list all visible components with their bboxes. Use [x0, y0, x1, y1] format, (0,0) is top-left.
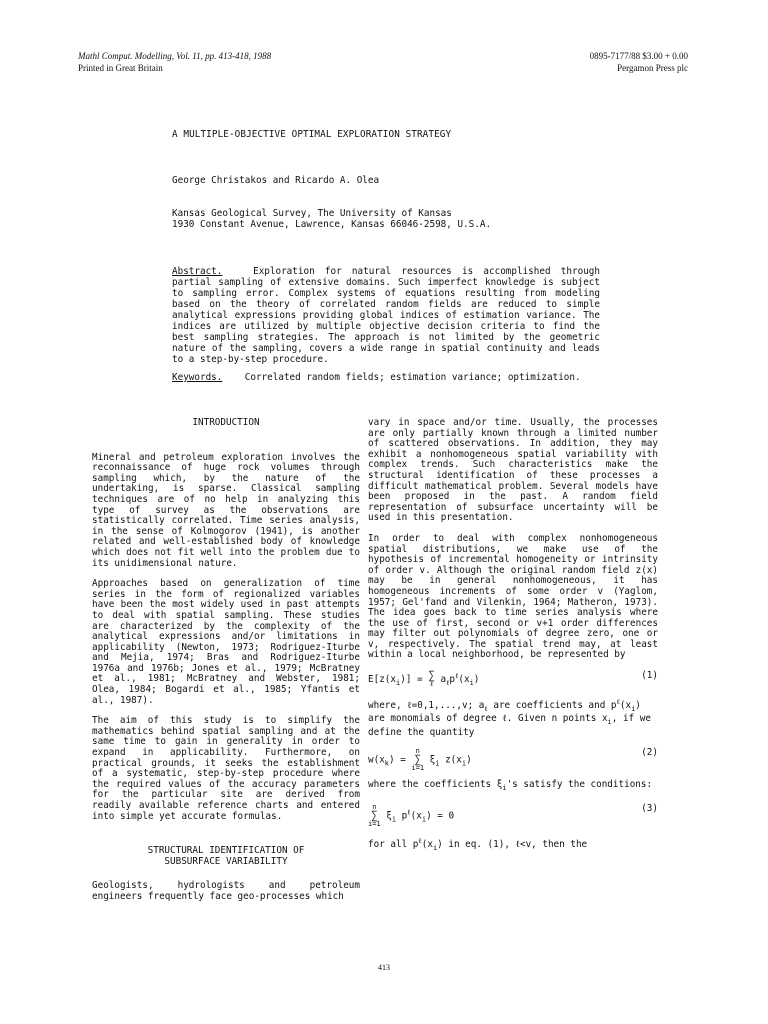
- equation-number: (3): [641, 802, 658, 814]
- abstract-text: Exploration for natural resources is accomplished through partial sampling of extensive domains. Such imperfect knowledge is subject to sampling error. Complex systems of equations resulting from modeling based on the theory of correlated random fields are reduced to simple analytical expressions providing global indices of estimation variance. The indices are utilized by multiple objective decision criteria to find the best sampling strategies. The approach is not limited by the geometric nature of the sampling, covers a wide range in spatial continuity and leads to a step-by-step procedure.: [172, 266, 600, 365]
- affiliation-line-2: 1930 Constant Avenue, Lawrence, Kansas 66046-2598, U.S.A.: [172, 219, 492, 230]
- equation-number: (1): [641, 670, 658, 682]
- text-run: are coefficients and p: [487, 699, 617, 711]
- paragraph: In order to deal with complex nonhomogeneous spatial distributions, we make use of the hypothesis of incremental homogeneity or intrinsity of order v. Although the original random field z(x) may be in general nonhomogeneous, it has homogeneous increments of some order v (Yaglom, 1957; Gel'fand and Vilenkin, 1964; Matheron, 1973). The idea goes back to time series analysis where the use of first, second or v+1 order differences may filter out polynomials of degree zero, one or v, respectively. The spatial trend may, at least within a local neighborhood, be represented by: [368, 532, 658, 661]
- abstract-label: Abstract.: [172, 266, 223, 277]
- paragraph: The aim of this study is to simplify the mathematics behind spatial sampling and at the same time to gain in generality in order to expand in applicability. Furthermore, on practical grounds, it seeks the establishment of a systematic, step-by-step procedure where the required values of the accuracy parameters for the particular site are derived from readily available reference charts and entered into simple yet accurate formulas.: [92, 715, 360, 822]
- paragraph: Geologists, hydrologists and petroleum engineers frequently face geo-processes which: [92, 880, 360, 902]
- publisher-header: [590, 50, 688, 74]
- text-run: for all p: [368, 838, 419, 850]
- text-run: ) are monomials of degree ℓ. Given n points x: [368, 699, 641, 725]
- equation-3: n ∑ i=1 $\xi_i$ $p^\ell(x_i) = 0$ (3): [368, 802, 658, 828]
- paragraph: Approaches based on generalization of time series in the form of regionalized variables have been the most widely used in past attempts to deal with spatial sampling. These studies are characterized by the complexity of the analytical expressions and/or limitations in applicability (Newton, 1973; Rodriguez-Iturbe and Mejia, 1974; Bras and Rodriguez-Iturbe 1976a and 1976b; Jones et al., 1979; McBratney et al., 1981; McBratney and Webster, 1981; Olea, 1984; Bogardi et al., 1985; Yfantis et al., 1987).: [92, 578, 360, 706]
- section-heading-structural: [92, 846, 360, 867]
- text-run: , if we define the quantity: [368, 713, 651, 738]
- text-run: (x: [619, 699, 632, 711]
- paragraph: where, ℓ=0,1,...,v; $a_\ell$ are coefficients and $p^\ell(x_i)$ are monomials of degree ℓ. Given n points $x_i$, if we define the quantity: [368, 697, 651, 738]
- paragraph: for all $p^\ell(x_i)$ in eq. (1), ℓ<v, then the: [368, 836, 588, 852]
- article-authors: George Christakos and Ricardo A. Olea: [172, 175, 380, 186]
- text-run: where the coefficients ξ: [368, 779, 503, 791]
- paragraph: vary in space and/or time. Usually, the processes are only partially known through a limited number of scattered observations. In addition, they may exhibit a nonhomogeneous spatial variability with complex trends. Such characteristics make the structural identification of these processes a difficult mathematical problem. Several models have been proposed in the past. A random field representation of subsurface uncertainty will be used in this presentation.: [368, 417, 658, 524]
- equation-number: (2): [641, 747, 658, 759]
- printed-in: Printed in Great Britain: [78, 63, 163, 73]
- keywords: [172, 372, 600, 383]
- publisher-name: Pergamon Press plc: [617, 63, 688, 73]
- right-column: [368, 418, 658, 863]
- affiliation-line-1: Kansas Geological Survey, The University of Kansas: [172, 208, 452, 219]
- left-column: [92, 418, 360, 913]
- equation-1: $E[z(x_i)]$ = ∑ ℓ $a_\ell p^\ell(x_i)$ (1): [368, 669, 658, 689]
- paragraph: Mineral and petroleum exploration involves the reconnaissance of huge rock volumes through sampling which, by the nature of the undertaking, is sparse. Classical sampling techniques are of no help in analyzing this type of survey as the observations are statistically correlated. Time series analysis, in the sense of Kolmogorov (1941), is another related and well-established body of knowledge which does not fit well into the problem due to its unidimensional nature.: [92, 451, 360, 569]
- journal-header: [78, 50, 271, 74]
- affiliation: [172, 208, 491, 230]
- section-heading-line-1: STRUCTURAL IDENTIFICATION OF: [147, 845, 305, 857]
- page-number: 413: [378, 963, 390, 972]
- section-heading-line-2: SUBSURFACE VARIABILITY: [164, 855, 288, 867]
- equation-2: $w(x_k) = n$ ∑ i=1 $\xi_i$ $z(x_i)$ (2): [368, 747, 658, 773]
- text-run: ) in eq. (1), ℓ<v, then the: [437, 838, 588, 850]
- text-run: 's satisfy the conditions:: [506, 779, 653, 791]
- text-run: where, ℓ=0,1,...,v; a: [368, 699, 485, 711]
- keywords-text: Correlated random fields; estimation variance; optimization.: [244, 372, 581, 383]
- section-heading-introduction: INTRODUCTION: [192, 417, 260, 428]
- price-code: 0895-7177/88 $3.00 + 0.00: [589, 51, 688, 61]
- article-title: A MULTIPLE-OBJECTIVE OPTIMAL EXPLORATION STRATEGY: [172, 129, 452, 140]
- journal-citation: Mathl Comput. Modelling, Vol. 11, pp. 413-418, 1988: [78, 51, 272, 61]
- eq1-rest: )] =: [400, 674, 429, 686]
- abstract: [172, 266, 600, 365]
- keywords-label: Keywords.: [172, 372, 223, 383]
- paragraph: where the coefficients $\xi_i's$ satisfy the conditions:: [368, 779, 653, 793]
- eq1-lhs: E[z(x: [368, 674, 396, 686]
- text-run: (x: [421, 838, 433, 850]
